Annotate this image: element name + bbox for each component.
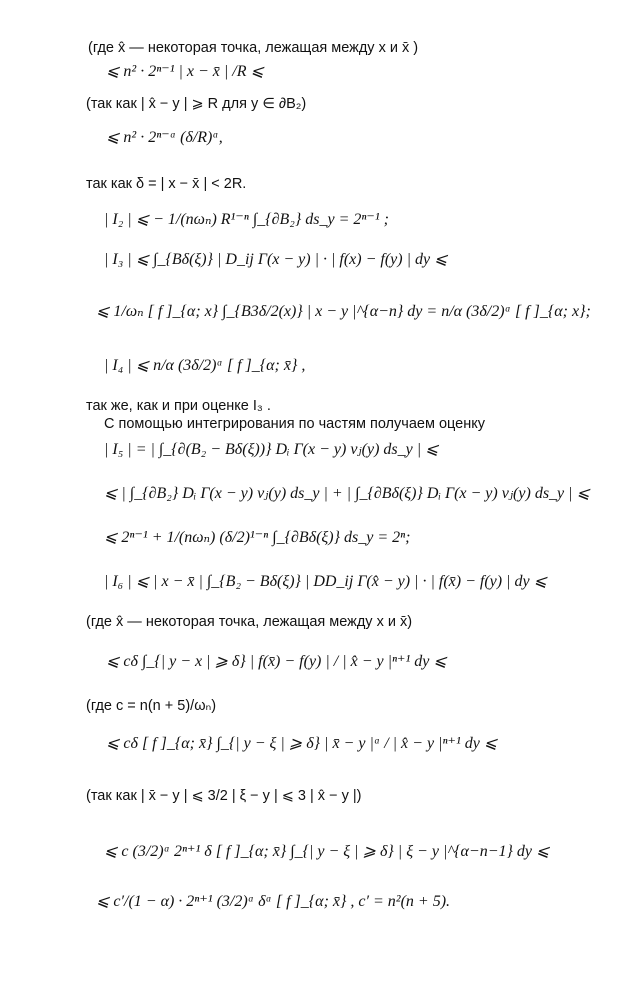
formula-I4: | I₄ | ⩽ n/α (3δ/2)ᵅ [ f ]_{α; x̄} , (104, 357, 306, 374)
text-line-16: (где x̂ — некоторая точка, лежащая между x и x̄) (86, 614, 413, 630)
formula-I2: | I₂ | ⩽ − 1/(nωₙ) R¹⁻ⁿ ∫_{∂B₂} ds_y = 2ⁿ⁻¹ ; (104, 211, 389, 228)
text-line-20: (так как | x̄ − y | ⩽ 3/2 | ξ − y | ⩽ 3 | x̂ − y |) (86, 788, 362, 804)
formula-line-2: ⩽ n² · 2ⁿ⁻¹ | x − x̄ | /R ⩽ (106, 63, 264, 80)
text-line-10: так же, как и при оценке I₃ . (86, 398, 271, 414)
formula-I3-bound: ⩽ 1/ωₙ [ f ]_{α; x} ∫_{B3δ/2(x)} | x − y |^{α−n} dy = n/α (3δ/2)ᵅ [ f ]_{α; x}; (96, 303, 591, 320)
text-line-18: (где c = n(n + 5)/ωₙ) (86, 698, 217, 714)
text-line-11: С помощью интегрирования по частям получаем оценку (104, 416, 485, 432)
formula-I6-step3: ⩽ c (3/2)ᵅ 2ⁿ⁺¹ δ [ f ]_{α; x̄} ∫_{| y − ξ | ⩾ δ} | ξ − y |^{α−n−1} dy ⩽ (104, 843, 550, 860)
formula-I6: | I₆ | ⩽ | x − x̄ | ∫_{B₂ − Bδ(ξ)} | DD_ij Γ(x̂ − y) | · | f(x̄) − f(y) | dy ⩽ (104, 573, 547, 590)
formula-I6-step2: ⩽ cδ [ f ]_{α; x̄} ∫_{| y − ξ | ⩾ δ} | x̄ − y |ᵅ / | x̂ − y |ⁿ⁺¹ dy ⩽ (106, 735, 498, 752)
formula-I5-split: ⩽ | ∫_{∂B₂} Dᵢ Γ(x − y) νⱼ(y) ds_y | + | ∫_{∂Bδ(ξ)} Dᵢ Γ(x − y) νⱼ(y) ds_y | ⩽ (104, 485, 590, 502)
formula-I5-bound: ⩽ 2ⁿ⁻¹ + 1/(nωₙ) (δ/2)¹⁻ⁿ ∫_{∂Bδ(ξ)} ds_y = 2ⁿ; (104, 529, 411, 546)
text-line-5: так как δ = | x − x̄ | < 2R. (86, 176, 247, 192)
text-line-3: (так как | x̂ − y | ⩾ R для y ∈ ∂B₂) (86, 96, 307, 112)
formula-line-4: ⩽ n² · 2ⁿ⁻ᵅ (δ/R)ᵅ, (106, 129, 223, 146)
text-line-1: (где x̂ — некоторая точка, лежащая между x и x̄ ) (88, 40, 419, 56)
formula-I6-step1: ⩽ cδ ∫_{| y − x | ⩾ δ} | f(x̄) − f(y) | / | x̂ − y |ⁿ⁺¹ dy ⩽ (106, 653, 447, 670)
formula-I3: | I₃ | ⩽ ∫_{Bδ(ξ)} | D_ij Γ(x − y) | · | f(x) − f(y) | dy ⩽ (104, 251, 448, 268)
formula-I5: | I₅ | = | ∫_{∂(B₂ − Bδ(ξ))} Dᵢ Γ(x − y) νⱼ(y) ds_y | ⩽ (104, 441, 439, 458)
formula-I6-final: ⩽ c′/(1 − α) · 2ⁿ⁺¹ (3/2)ᵅ δᵅ [ f ]_{α; x̄} , c′ = n²(n + 5). (96, 893, 451, 910)
